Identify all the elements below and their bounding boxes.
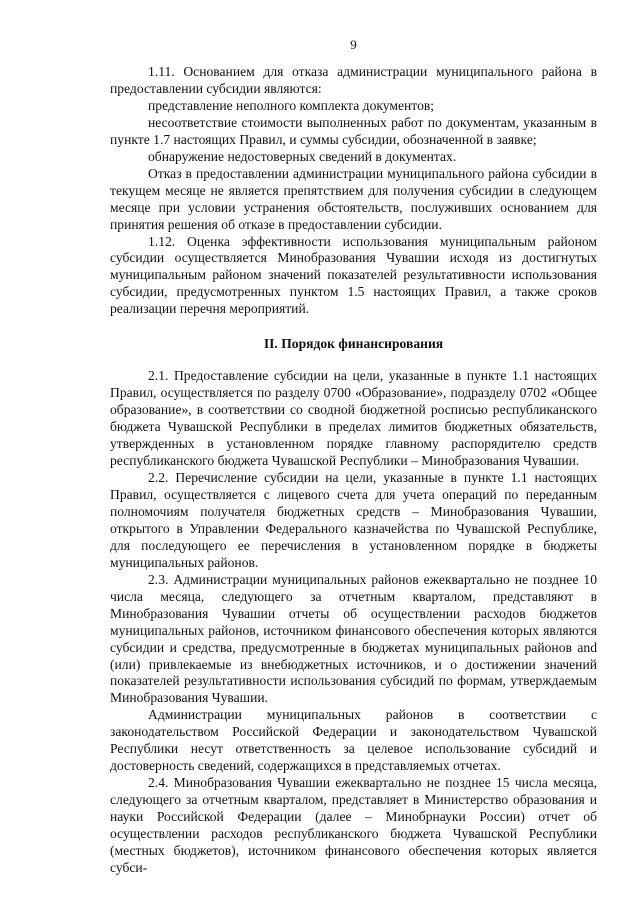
- paragraph-2-4: 2.4. Минобразования Чувашии ежеквартально не позднее 15 числа месяца, следующего за отчетным кварталом, представляет в Министерство образования и науки Российской Федерации (далее – Минобрнауки России) отчет об осуществлении расходов республиканского бюджета Чувашской Республики (местных бюджетов), источником финансового обеспечения которых является субси-: [110, 775, 597, 875]
- paragraph-1-11: 1.11. Основанием для отказа администрации муниципального района в предоставлении субсидии являются:: [110, 64, 597, 96]
- paragraph-2-3: 2.3. Администрации муниципальных районов ежеквартально не позднее 10 числа месяца, следующего за отчетным кварталом, представляют в Минобразования Чувашии отчеты об осуществлении расходов бюджетов муниципальных районов, источником финансового обеспечения которых являются субсидии и средства, предусмотренные в бюджетах муниципальных районов and (или) привлекаемые из внебюджетных источников, и о достижении значений показателей результативности использования субсидий по формам, утверждаемым Минобразования Чувашии.: [110, 571, 597, 706]
- paragraph-refusal: Отказ в предоставлении администрации муниципального района субсидии в текущем месяце не является препятствием для получения субсидии в следующем месяце при условии устранения обстоятельств, послуживших основанием для принятия решения об отказе в предоставлении субсидии.: [110, 165, 597, 232]
- paragraph-list-item: представление неполного комплекта документов;: [148, 97, 435, 113]
- page-number: 9: [350, 37, 357, 52]
- section-title: II. Порядок финансирования: [263, 336, 444, 352]
- paragraph-responsibility: Администрации муниципальных районов в соответствии с законодательством Российской Федерации и законодательством Чувашской Республики несут ответственность за целевое использование субсидий и достоверность сведений, содержащихся в представляемых отчетах.: [110, 707, 597, 774]
- paragraph-2-2: 2.2. Перечисление субсидии на цели, указанные в пункте 1.1 настоящих Правил, осуществляется с лицевого счета для учета операций по переданным полномочиям получателя бюджетных средств – Минобразования Чувашии, открытого в Управлении Федерального казначейства по Чувашской Республике, для последующего ее перечисления в установленном порядке в бюджеты муниципальных районов.: [110, 470, 597, 570]
- paragraph-list-item: несоответствие стоимости выполненных работ по документам, указанным в пункте 1.7 настоящих Правил, и суммы субсидии, обозначенной в заявке;: [110, 114, 597, 147]
- paragraph-1-12: 1.12. Оценка эффективности использования муниципальным районом субсидии осуществляется Минобразования Чувашии исходя из достигнутых муниципальным районом значений показателей результативности использования субсидии, предусмотренных пунктом 1.5 настоящих Правил, а также сроков реализации перечня мероприятий.: [110, 233, 597, 317]
- paragraph-2-1: 2.1. Предоставление субсидии на цели, указанные в пункте 1.1 настоящих Правил, осуществляется по разделу 0700 «Образование», подразделу 0702 «Общее образование», в соответствии со сводной бюджетной росписью республиканского бюджета Чувашской Республики в пределах лимитов бюджетных обязательств, утвержденных в установленном порядке главному распорядителю средств республиканского бюджета Чувашской Республики – Минобразования Чувашии.: [110, 368, 597, 469]
- paragraph-list-item: обнаружение недостоверных сведений в документах.: [148, 148, 457, 164]
- document-page: [110, 36, 597, 877]
